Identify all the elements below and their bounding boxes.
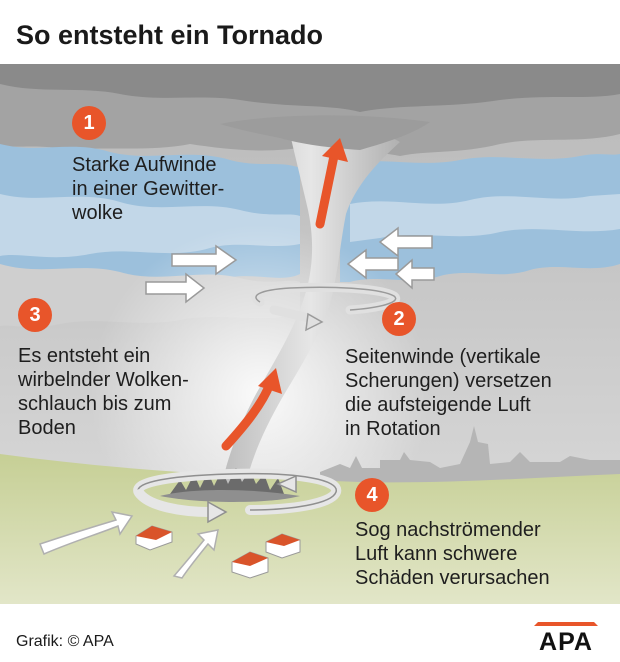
step-2-line-3: die aufsteigende Luft	[345, 394, 531, 416]
credit-text: Grafik: © APA	[16, 633, 114, 650]
step-3-text	[18, 344, 189, 440]
page-title: So entsteht ein Tornado	[16, 20, 324, 50]
step-3-line-2: wirbelnder Wolken-	[18, 369, 189, 391]
step-4-line-1: Sog nachströmender	[355, 519, 541, 541]
step-1-text	[72, 153, 224, 225]
step-4-line-2: Luft kann schwere	[355, 543, 518, 565]
step-2-line-2: Scherungen) versetzen	[345, 370, 552, 392]
step-3-line-3: schlauch bis zum	[18, 393, 172, 415]
step-3-line-1: Es entsteht ein	[18, 345, 151, 367]
step-1-line-2: in einer Gewitter-	[72, 178, 225, 200]
step-4-line-3: Schäden verursachen	[355, 567, 550, 589]
step-1-badge: 1	[72, 106, 106, 140]
step-3-badge: 3	[18, 298, 52, 332]
apa-logo	[526, 622, 606, 654]
step-2-line-4: in Rotation	[345, 418, 441, 440]
step-1-line-1: Starke Aufwinde	[72, 154, 217, 176]
step-2-text	[345, 345, 552, 441]
step-2-line-1: Seitenwinde (vertikale	[345, 346, 541, 368]
step-1-line-3: wolke	[72, 202, 124, 224]
step-4-badge: 4	[355, 478, 389, 512]
step-3-line-4: Boden	[18, 417, 76, 439]
step-2-badge: 2	[382, 302, 416, 336]
logo-text: APA	[539, 628, 593, 656]
step-4-text	[355, 518, 550, 590]
